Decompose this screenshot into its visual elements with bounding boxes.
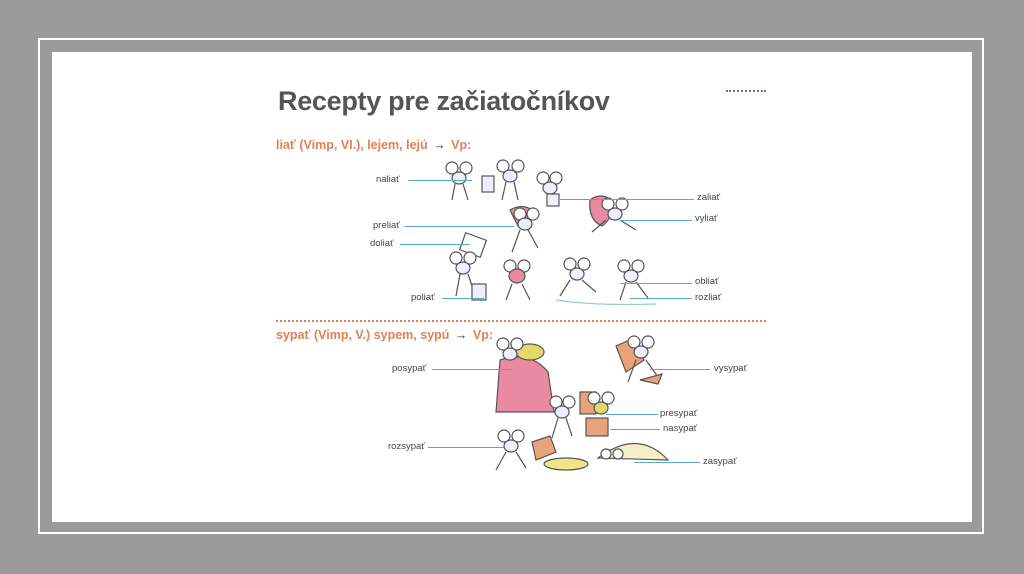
mouse-icon xyxy=(618,260,648,300)
leader-line xyxy=(610,429,660,430)
leader-line xyxy=(634,462,700,463)
label-zaliat: zaliať xyxy=(697,192,721,203)
arrow-icon: → xyxy=(454,328,468,342)
label-posypat: posypať xyxy=(392,363,427,374)
label-rozliat: rozliať xyxy=(695,292,722,303)
leader-line xyxy=(620,283,692,284)
section1-vp: Vp: xyxy=(451,138,472,152)
label-obliat: obliať xyxy=(695,276,719,287)
page-title: Recepty pre začiatočníkov xyxy=(278,86,610,116)
mouse-icon xyxy=(537,172,562,206)
leader-line xyxy=(404,226,514,227)
label-nasypat: nasypať xyxy=(663,423,698,434)
leader-line xyxy=(432,369,512,370)
leader-line xyxy=(606,414,658,415)
section2-vp: Vp: xyxy=(472,328,494,342)
leader-line xyxy=(408,180,472,181)
leader-line xyxy=(650,369,710,370)
mouse-icon xyxy=(550,396,575,438)
arrow-icon: → xyxy=(433,138,446,152)
section2-heading xyxy=(276,328,493,342)
label-zasypat: zasypať xyxy=(703,456,737,467)
mouse-icon xyxy=(504,260,530,300)
mouse-icon xyxy=(560,258,596,296)
leader-line xyxy=(630,298,692,299)
mouse-icon xyxy=(497,160,524,200)
section2-heading-text: sypať (Vimp, V.) sypem, sypú xyxy=(276,328,450,342)
leader-line xyxy=(400,244,470,245)
label-naliat: naliať xyxy=(376,174,400,185)
label-poliat: poliať xyxy=(411,292,435,303)
label-preliat: preliať xyxy=(373,220,400,231)
section-divider xyxy=(276,320,766,322)
label-vysypat: vysypať xyxy=(714,363,748,374)
label-presypat: presypať xyxy=(660,408,698,419)
mouse-icon xyxy=(496,430,526,470)
label-rozsypat: rozsypať xyxy=(388,441,425,452)
label-vyliat: vyliať xyxy=(695,213,718,224)
leader-line xyxy=(442,298,484,299)
mouse-icon xyxy=(512,208,539,252)
mouse-icon xyxy=(446,162,472,200)
label-doliat: doliať xyxy=(370,238,394,249)
leader-line xyxy=(620,220,692,221)
leader-line xyxy=(428,447,504,448)
section1-heading-text: liať (Vimp, VI.), lejem, lejú xyxy=(276,138,428,152)
leader-line xyxy=(558,199,694,200)
